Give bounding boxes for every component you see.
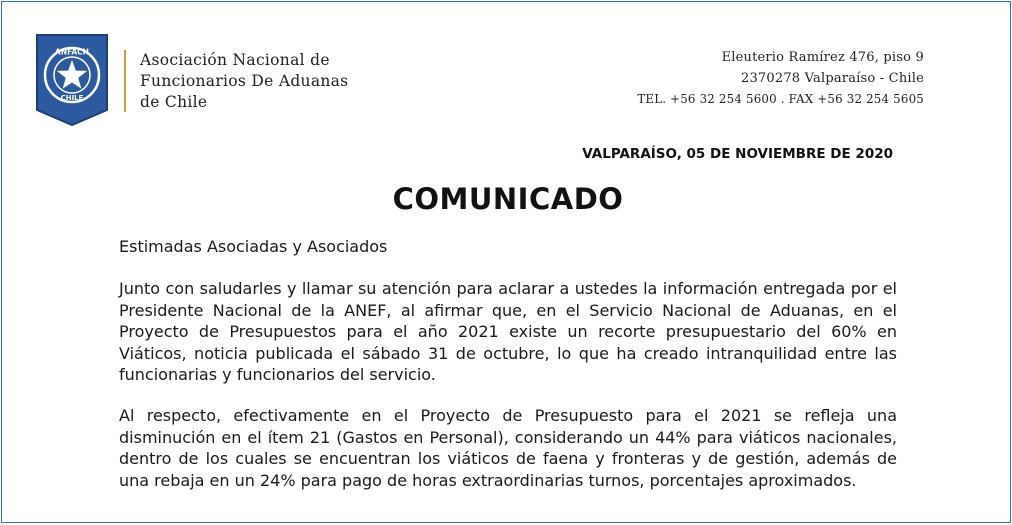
paragraph-2: Al respecto, efectivamente en el Proyecto de Presupuesto para el 2021 se refleja una disminución en el ítem 21 (Gastos en Personal), considerando un 44% para viáticos nacionales, dentro de los cuales se encuentran los viáticos de faena y fronteras y de gestión, además de una rebaja en un 24% para pago de horas extraordinarias turnos, porcentajes aproximados.: [119, 406, 897, 490]
organization-name: [140, 50, 348, 113]
address-block: [637, 48, 924, 110]
address-street: Eleuterio Ramírez 476, piso 9: [721, 50, 924, 65]
org-name-line: Asociación Nacional de: [140, 51, 330, 69]
logo-top-text: ANFACH: [55, 47, 89, 57]
address-city: 2370278 Valparaíso - Chile: [740, 70, 924, 86]
document-page: [1, 1, 1011, 523]
letter-date: VALPARAÍSO, 05 DE NOVIEMBRE DE 2020: [582, 146, 893, 162]
salutation: Estimadas Asociadas y Asociados: [119, 237, 388, 256]
header-divider: [124, 50, 126, 112]
document-title: COMUNICADO: [392, 182, 624, 216]
org-name-line: Funcionarios De Aduanas: [140, 72, 349, 90]
org-name-line: de Chile: [140, 93, 208, 111]
logo-bottom-text: CHILE: [60, 94, 84, 102]
anfach-logo: [34, 32, 110, 128]
paragraph-1: Junto con saludarles y llamar su atención para aclarar a ustedes la información entregada por el Presidente Nacional de la ANEF, al afirmar que, en el Servicio Nacional de Aduanas, en el Proyecto de Presupuestos para el año 2021 existe un recorte presupuestario del 60% en Viáticos, noticia publicada el sábado 31 de octubre, lo que ha creado intranquilidad entre las funcionarias y funcionarios del servicio.: [119, 279, 897, 384]
address-phone: TEL. +56 32 254 5600 . FAX +56 32 254 5605: [637, 92, 924, 106]
